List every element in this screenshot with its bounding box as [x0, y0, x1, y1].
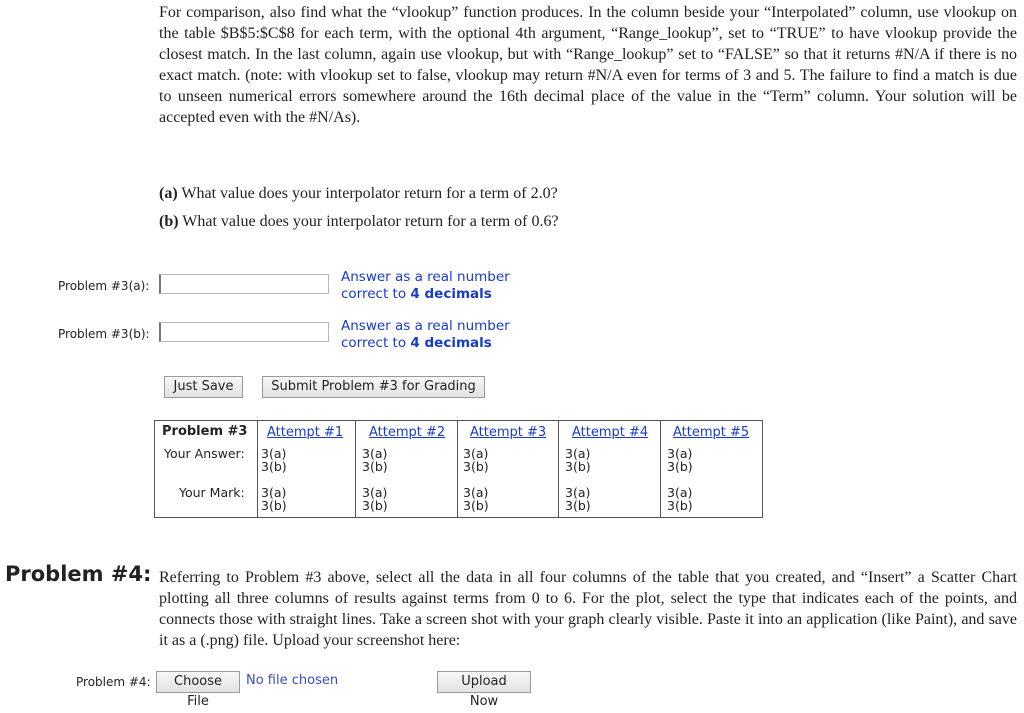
upload-label: Problem #4:: [76, 675, 151, 689]
answer-a-label: Problem #3(a):: [58, 279, 150, 293]
attempts-table: [154, 420, 763, 518]
choose-file-button[interactable]: Choose File: [156, 671, 240, 693]
answer-cell: 3(a) 3(b): [667, 446, 693, 474]
mark-cell: 3(a) 3(b): [463, 485, 489, 513]
problem4-title: Problem #4:: [5, 562, 152, 586]
answer-a-input[interactable]: [159, 274, 329, 294]
mark-cell: 3(a) 3(b): [261, 485, 287, 513]
attempt-5-link[interactable]: Attempt #5: [673, 425, 750, 440]
upload-now-button[interactable]: Upload Now: [437, 671, 531, 693]
attempt-1-link[interactable]: Attempt #1: [267, 425, 344, 440]
answer-b-hint: Answer as a real number correct to 4 decimals: [341, 318, 510, 351]
question-b: (b) What value does your interpolator return for a term of 0.6?: [159, 213, 559, 230]
answer-cell: 3(a) 3(b): [261, 446, 287, 474]
problem4-instructions: Referring to Problem #3 above, select all the data in all four columns of the table that you created, and “Insert” a Scatter Chart plotting all three columns of results against terms from 0 to 6. For the plot, select the type that indicates each of the points, and connects those with straight lines. Take a screen shot with your graph clearly visible. Paste it into an application (like Paint), and save it as a (.png) file. Upload your screenshot here:: [159, 569, 1017, 649]
problem3-instructions: For comparison, also find what the “vlookup” function produces. In the column beside your “Interpolated” column, use vlookup on the table $B$5:$C$8 for each term, with the optional 4th argument, “Range_lookup”, set to “TRUE” to have vlookup provide the closest match. In the last column, again use vlookup, but with “Range_lookup” set to “FALSE” so that it returns #N/A if there is no exact match. (note: with vlookup set to false, vlookup may return #N/A even for terms of 3 and 5. The failure to find a match is due to unseen numerical errors somewhere around the 16th decimal place of the value in the “Term” column. Your solution will be accepted even with the #N/As).: [159, 4, 1017, 126]
submit-grading-button[interactable]: Submit Problem #3 for Grading: [262, 376, 485, 398]
attempt-3-link[interactable]: Attempt #3: [470, 425, 547, 440]
mark-cell: 3(a) 3(b): [667, 485, 693, 513]
mark-cell: 3(a) 3(b): [362, 485, 388, 513]
answer-cell: 3(a) 3(b): [362, 446, 388, 474]
attempt-2-link[interactable]: Attempt #2: [369, 425, 446, 440]
answer-b-input[interactable]: [159, 322, 329, 342]
answer-cell: 3(a) 3(b): [463, 446, 489, 474]
question-list: [159, 180, 559, 236]
mark-cell: 3(a) 3(b): [565, 485, 591, 513]
answer-b-label: Problem #3(b):: [58, 327, 150, 341]
attempts-table-title: Problem #3: [162, 424, 248, 439]
answer-cell: 3(a) 3(b): [565, 446, 591, 474]
just-save-button[interactable]: Just Save: [164, 376, 243, 398]
answer-a-hint: Answer as a real number correct to 4 decimals: [341, 269, 510, 302]
your-mark-label: Your Mark:: [179, 485, 245, 500]
question-a: (a) What value does your interpolator return for a term of 2.0?: [159, 185, 558, 202]
attempt-4-link[interactable]: Attempt #4: [572, 425, 649, 440]
file-status: No file chosen: [246, 673, 339, 688]
your-answer-label: Your Answer:: [164, 446, 245, 461]
